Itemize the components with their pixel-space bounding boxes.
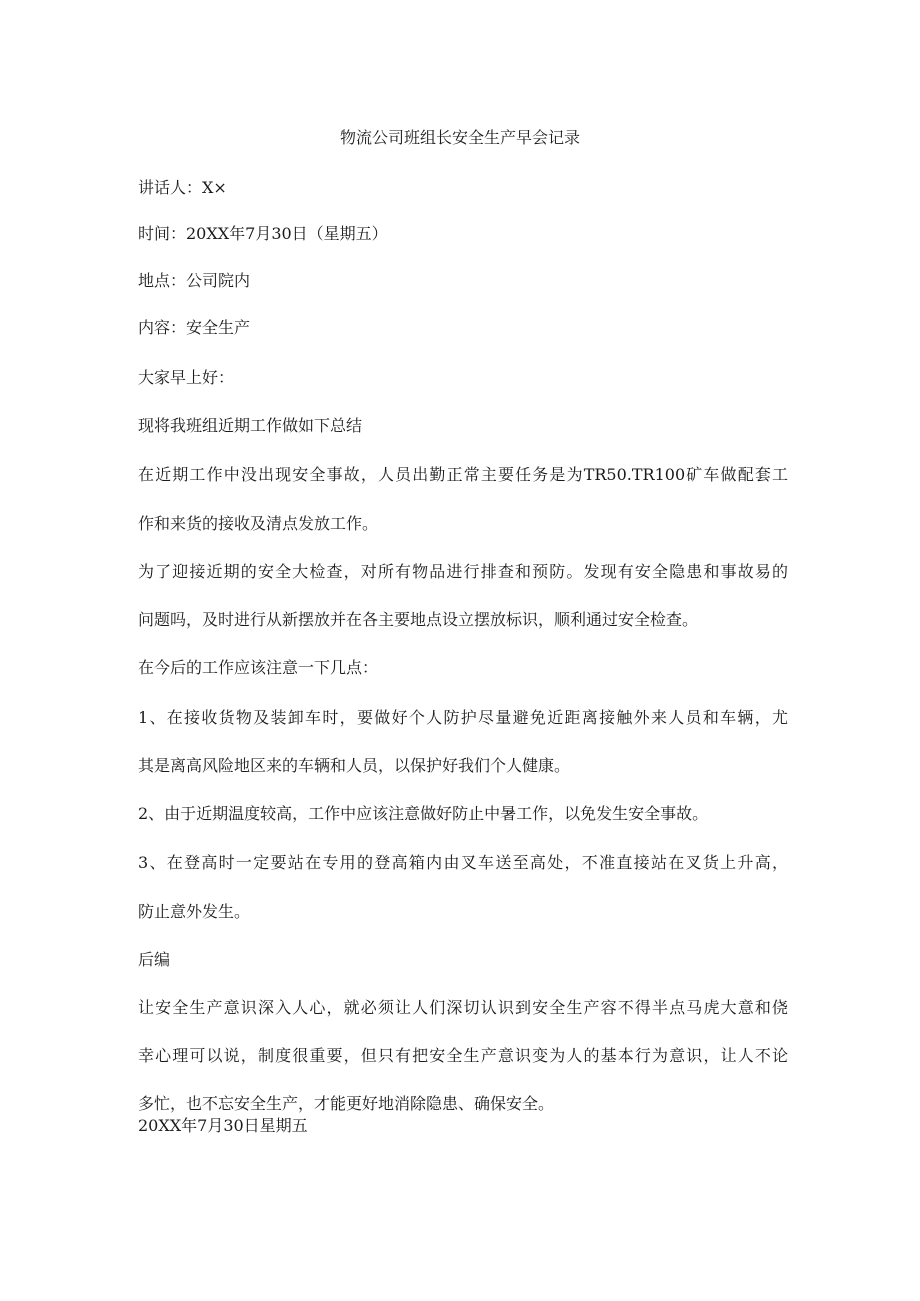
afterword-line-3: 多忙，也不忘安全生产，才能更好地消除隐患、确保安全。 — [138, 1094, 555, 1113]
content-line: 内容：安全生产 — [138, 318, 251, 337]
date-footer: 20XX年7月30日星期五 — [138, 1116, 308, 1135]
notice-heading: 在今后的工作应该注意一下几点： — [138, 658, 379, 677]
point-1-line-1: 1、在接收货物及装卸车时，要做好个人防护尽量避免近距离接触外来人员和车辆，尤 — [138, 708, 788, 727]
location-line: 地点：公司院内 — [138, 271, 251, 290]
speaker-line: 讲话人：X× — [138, 178, 227, 197]
point-3-line-2: 防止意外发生。 — [138, 902, 251, 921]
afterword-line-1: 让安全生产意识深入人心，就必须让人们深切认识到安全生产容不得半点马虎大意和侥 — [138, 998, 788, 1017]
point-3-line-1: 3、在登高时一定要站在专用的登高箱内由叉车送至高处，不准直接站在叉货上升高， — [138, 853, 788, 872]
point-1-line-2: 其是离高风险地区来的车辆和人员，以保护好我们个人健康。 — [138, 756, 571, 775]
afterword-heading: 后编 — [138, 950, 171, 969]
paragraph-1-line-1: 在近期工作中没出现安全事故，人员出勤正常主要任务是为TR50.TR100矿车做配套工 — [138, 465, 788, 484]
greeting-line: 大家早上好： — [138, 368, 235, 387]
afterword-line-2: 幸心理可以说，制度很重要，但只有把安全生产意识变为人的基本行为意识，让人不论 — [138, 1046, 788, 1065]
time-line: 时间：20XX年7月30日（星期五） — [138, 224, 388, 243]
paragraph-2-line-1: 为了迎接近期的安全大检查，对所有物品进行排查和预防。发现有安全隐患和事故易的 — [138, 562, 788, 581]
point-2-line: 2、由于近期温度较高，工作中应该注意做好防止中暑工作，以免发生安全事故。 — [138, 804, 709, 823]
intro-line: 现将我班组近期工作做如下总结 — [138, 416, 363, 435]
paragraph-1-line-2: 作和来货的接收及清点发放工作。 — [138, 514, 379, 533]
paragraph-2-line-2: 问题吗，及时进行从新摆放并在各主要地点设立摆放标识，顺利通过安全检查。 — [138, 610, 699, 629]
document-title: 物流公司班组长安全生产早会记录 — [339, 128, 580, 147]
